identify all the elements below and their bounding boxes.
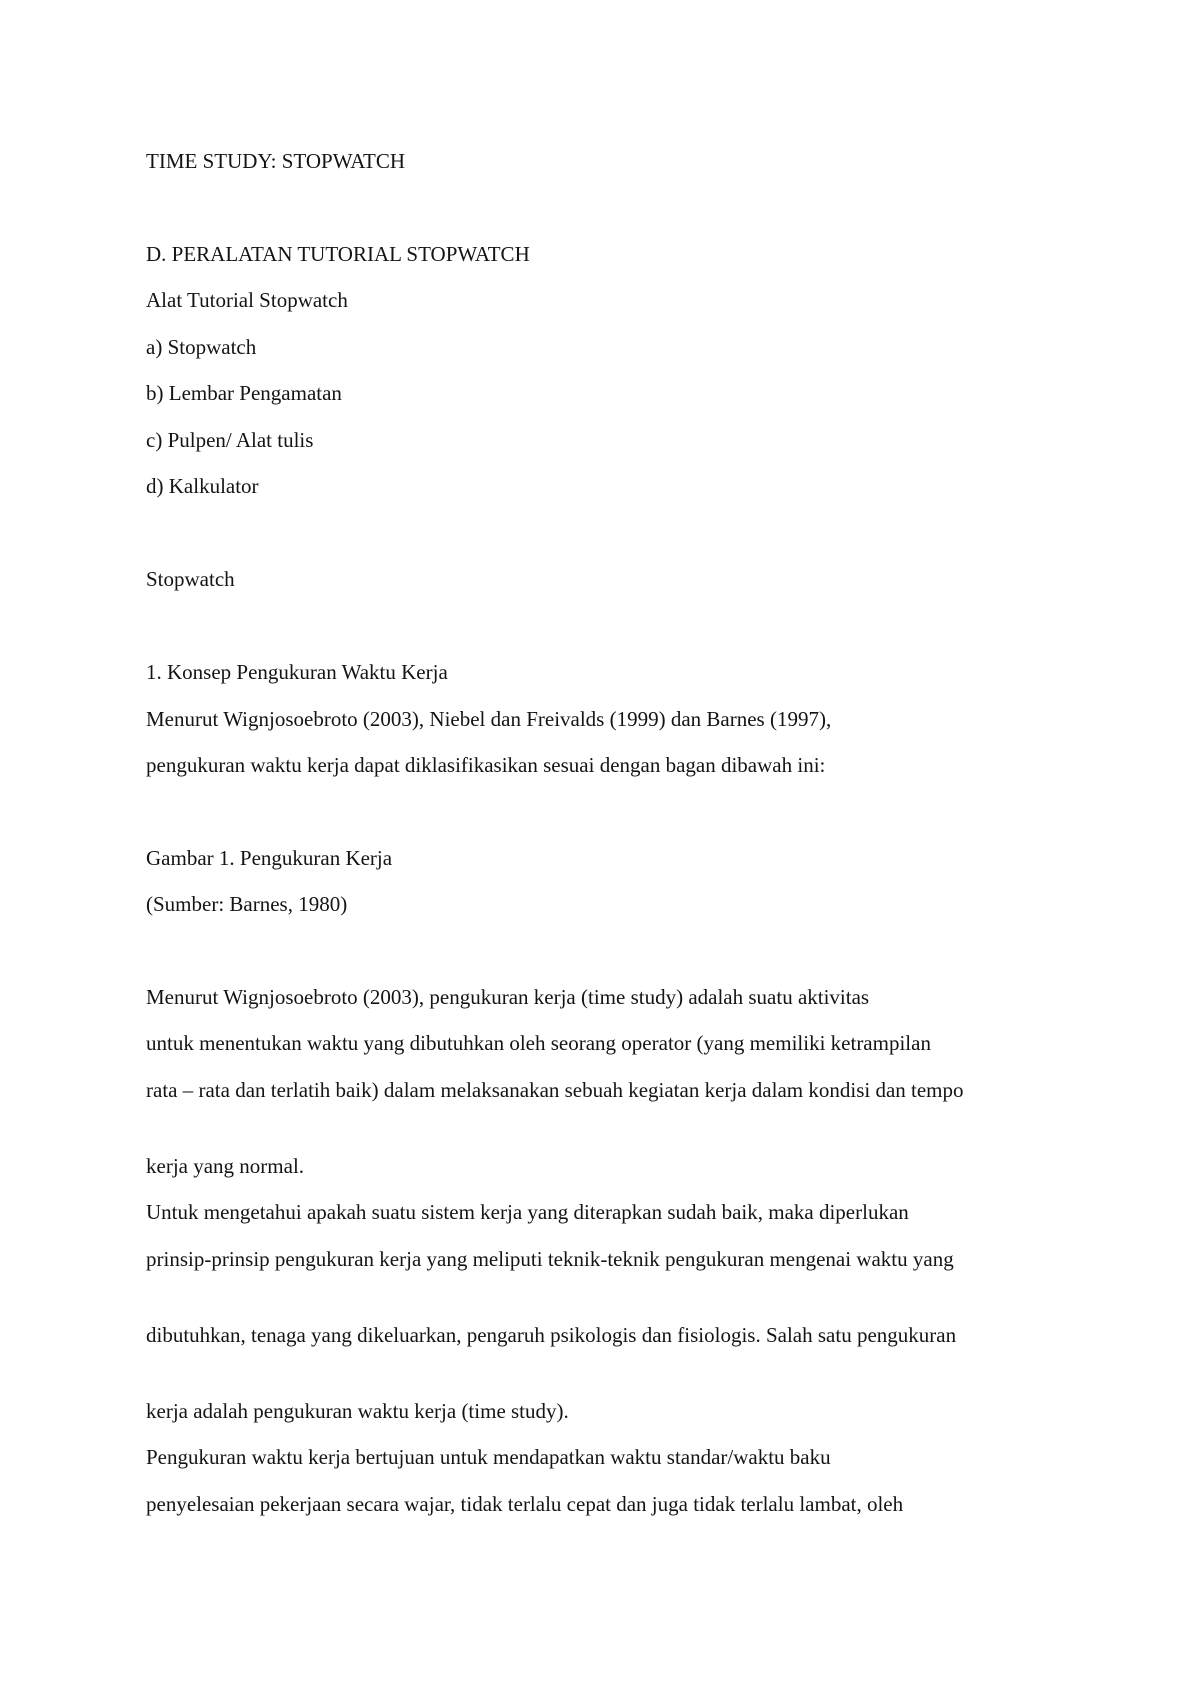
section-heading: D. PERALATAN TUTORIAL STOPWATCH bbox=[146, 242, 530, 266]
paragraph-line: pengukuran waktu kerja dapat diklasifikasikan sesuai dengan bagan dibawah ini: bbox=[146, 753, 826, 777]
document-title: TIME STUDY: STOPWATCH bbox=[146, 149, 406, 173]
paragraph-line: prinsip-prinsip pengukuran kerja yang meliputi teknik-teknik pengukuran mengenai waktu yang bbox=[146, 1247, 954, 1271]
paragraph-line: penyelesaian pekerjaan secara wajar, tidak terlalu cepat dan juga tidak terlalu lambat, oleh bbox=[146, 1492, 904, 1516]
stopwatch-label: Stopwatch bbox=[146, 567, 235, 591]
figure-source: (Sumber: Barnes, 1980) bbox=[146, 892, 348, 916]
paragraph-line: dibutuhkan, tenaga yang dikeluarkan, pengaruh psikologis dan fisiologis. Salah satu pengukuran bbox=[146, 1323, 957, 1347]
paragraph-line: kerja yang normal. bbox=[146, 1154, 305, 1178]
list-item: a) Stopwatch bbox=[146, 335, 257, 359]
paragraph-line: Pengukuran waktu kerja bertujuan untuk mendapatkan waktu standar/waktu baku bbox=[146, 1445, 831, 1469]
subheading: Alat Tutorial Stopwatch bbox=[146, 288, 348, 312]
paragraph-line: rata – rata dan terlatih baik) dalam melaksanakan sebuah kegiatan kerja dalam kondisi dan tempo bbox=[146, 1078, 964, 1102]
list-item: d) Kalkulator bbox=[146, 474, 259, 498]
paragraph-line: Menurut Wignjosoebroto (2003), pengukuran kerja (time study) adalah suatu aktivitas bbox=[146, 985, 870, 1009]
list-item: c) Pulpen/ Alat tulis bbox=[146, 428, 314, 452]
concept-heading: 1. Konsep Pengukuran Waktu Kerja bbox=[146, 660, 448, 684]
paragraph-line: kerja adalah pengukuran waktu kerja (time study). bbox=[146, 1399, 569, 1423]
paragraph-line: Untuk mengetahui apakah suatu sistem kerja yang diterapkan sudah baik, maka diperlukan bbox=[146, 1200, 909, 1224]
paragraph-line: Menurut Wignjosoebroto (2003), Niebel dan Freivalds (1999) dan Barnes (1997), bbox=[146, 707, 832, 731]
paragraph-line: untuk menentukan waktu yang dibutuhkan oleh seorang operator (yang memiliki ketrampilan bbox=[146, 1031, 931, 1055]
figure-caption: Gambar 1. Pengukuran Kerja bbox=[146, 846, 393, 870]
list-item: b) Lembar Pengamatan bbox=[146, 381, 342, 405]
